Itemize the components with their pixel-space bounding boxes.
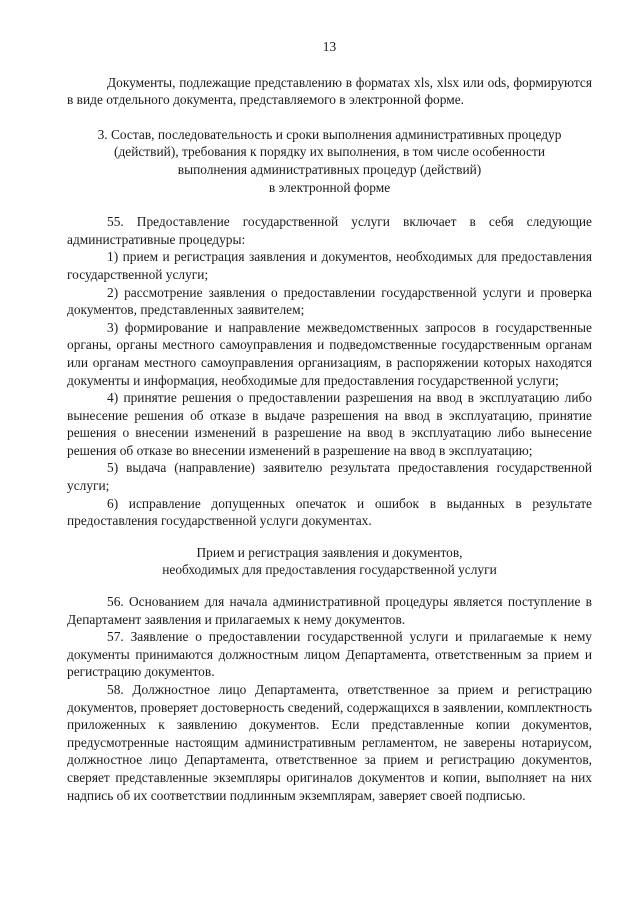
paragraph-56: 56. Основанием для начала административной процедуры является поступление в Департамент заявления и прилагаемых к нему документов. — [67, 594, 592, 627]
list-item: 2) рассмотрение заявления о предоставлении государственной услуги и проверка документов, представленных заявителем; — [67, 284, 592, 318]
subsection-heading-line: необходимых для предоставления государственной услуги — [162, 562, 497, 578]
section-3-heading — [67, 126, 592, 196]
intro-paragraph: Документы, подлежащие представлению в форматах xls, xlsx или ods, формируются в виде отдельного документа, представляемого в электронной форме. — [67, 74, 592, 108]
section-heading-line: в электронной форме — [268, 179, 391, 195]
list-item: 5) выдача (направление) заявителю результата предоставления государственной услуги; — [67, 460, 592, 494]
list-item: 3) формирование и направление межведомственных запросов в государственные органы, органы местного самоуправления и подведомственные государственным органам или органам местного самоуправления организациям, в распоряжении которых находятся документы и информация, необходимые для предоставления государственной услуги; — [67, 319, 592, 388]
paragraph-57: 57. Заявление о предоставлении государственной услуги и прилагаемые к нему документы принимаются должностным лицом Департамента, ответственным за прием и регистрацию документов. — [67, 629, 592, 680]
list-item: 6) исправление допущенных опечаток и ошибок в выданных в результате предоставления государственной услуги документах. — [67, 495, 592, 529]
section-heading-line: выполнения административных процедур (действий) — [177, 161, 482, 177]
section-heading-line: (действий), требования к порядку их выполнения, в том числе особенности — [113, 144, 545, 160]
page-number: 13 — [322, 39, 337, 54]
list-item: 1) прием и регистрация заявления и документов, необходимых для предоставления государственной услуги; — [67, 249, 592, 282]
subsection-heading-line: Прием и регистрация заявления и документов, — [196, 544, 463, 560]
paragraph-58: 58. Должностное лицо Департамента, ответственное за прием и регистрацию документов, проверяет достоверность сведений, содержащихся в заявлении, комплектность приложенных к заявлению документов. Если представленные копии документов, предусмотренные настоящим административным регламентом, не заверены нотариусом, должностное лицо Департамента, ответственное за прием и регистрацию документов, сверяет представленные экземпляры оригиналов документов и копии, выполняет на них надпись об их соответствии подлинным экземплярам, заверяет своей подписью. — [67, 682, 592, 803]
section-heading-line: 3. Состав, последовательность и сроки выполнения административных процедур — [97, 126, 562, 142]
paragraph-55: 55. Предоставление государственной услуги включает в себя следующие административные процедуры: — [67, 214, 592, 247]
list-item: 4) принятие решения о предоставлении разрешения на ввод в эксплуатацию либо вынесение решения об отказе в выдаче разрешения на ввод в эксплуатацию, принятие решения о внесении изменений в разрешение на ввод в эксплуатацию либо вынесение решения об отказе во внесении изменений в разрешение на ввод в эксплуатацию; — [67, 390, 592, 458]
subsection-heading — [67, 544, 592, 579]
